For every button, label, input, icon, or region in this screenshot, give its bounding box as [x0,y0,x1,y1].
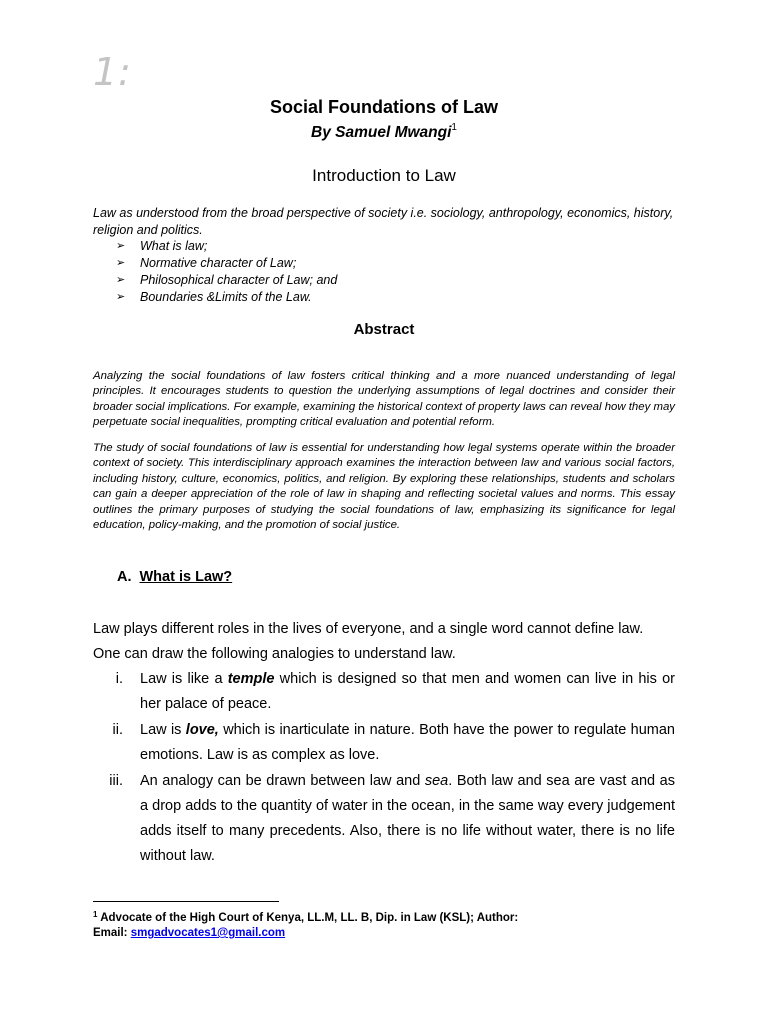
body-line-1: Law plays different roles in the lives of everyone, and a single word cannot define law. [93,621,644,637]
list-item-text: Normative character of Law; [140,256,297,270]
analogy-text-start: An analogy can be drawn between law and [140,773,425,789]
footnote [93,907,518,941]
list-item-text: Boundaries &Limits of the Law. [140,290,312,304]
abstract-paragraph-2: The study of social foundations of law is essential for understanding how legal systems operate within the broader context of society. This interdisciplinary approach examines the interaction between law and various social factors, including history, culture, economics, politics, and religion. By exploring these relationships, students and scholars can gain a deeper appreciation of the role of law in shaping and reflecting societal values and norms. This essay outlines the primary purposes of studying the social foundations of law, emphasizing its significance for legal education, policy-making, and the promotion of social justice. [93,442,675,532]
footnote-line-2 [93,926,518,941]
analogy-text-end: . Both law and sea are vast and as a drop adds to the quantity of water in the ocean, in the same way every judgement adds itself to many precedents. Also, there is no life without water, there is no life without law. [140,773,675,864]
intro-paragraph: Law as understood from the broad perspective of society i.e. sociology, anthropology, economics, history, religion and politics. [93,206,674,237]
footnote-line-1 [93,907,518,926]
abstract-heading: Abstract [353,321,415,338]
list-item [116,238,337,255]
analogy-text [140,667,675,717]
section-marker: A. [117,569,132,585]
list-item [116,255,337,272]
footnote-text: Advocate of the High Court of Kenya, LL.M, LL. B, Dip. in Law (KSL); Author: [97,912,519,924]
analogy-text [140,769,675,869]
email-link[interactable]: smgadvocates1@gmail.com [130,927,286,939]
analogy-text-start: Law is like a [140,671,228,687]
analogy-item [93,667,675,717]
footnote-divider [93,901,279,902]
analogy-number: ii. [112,722,123,738]
body-line-2: One can draw the following analogies to understand law. [93,646,456,662]
section-a-heading [117,569,232,585]
analogy-number: iii. [109,773,123,789]
page-number: 1: [93,50,132,94]
analogy-emphasis: love, [185,722,219,738]
analogy-number: i. [115,671,123,687]
footnote-mark: 1 [93,910,98,919]
analogy-text-start: Law is [140,722,186,738]
document-title: Social Foundations of Law [269,97,498,117]
email-label: Email: [93,927,131,939]
list-item [116,289,337,306]
author-line [0,122,768,142]
list-item [116,272,337,289]
abstract-paragraph-1: Analyzing the social foundations of law fosters critical thinking and a more nuanced understanding of legal principles. It encourages students to question the underlying assumptions of legal doctrines and consider their broader social implications. For example, examining the historical context of property laws can reveal how they may perpetuate social inequalities, prompting critical evaluation and potential reform. [93,370,675,429]
arrow-bullet-icon: ➢ [116,257,126,269]
topic-list [116,238,337,306]
analogy-emphasis: temple [227,671,275,687]
analogy-text [140,718,675,768]
author-name: By Samuel Mwangi [311,124,452,141]
intro-heading: Introduction to Law [312,166,456,185]
arrow-bullet-icon: ➢ [116,274,126,286]
analogy-emphasis: sea [424,773,449,789]
list-item-text: Philosophical character of Law; and [140,273,338,287]
analogy-text-end: which is inarticulate in nature. Both have the power to regulate human emotions. Law is as complex as love. [140,722,675,763]
analogy-text-end: which is designed so that men and women can live in his or her palace of peace. [140,671,676,712]
author-footnote-mark[interactable]: 1 [451,122,457,133]
arrow-bullet-icon: ➢ [116,291,126,303]
analogy-item [93,718,675,768]
arrow-bullet-icon: ➢ [116,240,126,252]
list-item-text: What is law; [140,239,208,253]
section-title: What is Law? [139,569,233,585]
analogy-item [93,769,675,869]
